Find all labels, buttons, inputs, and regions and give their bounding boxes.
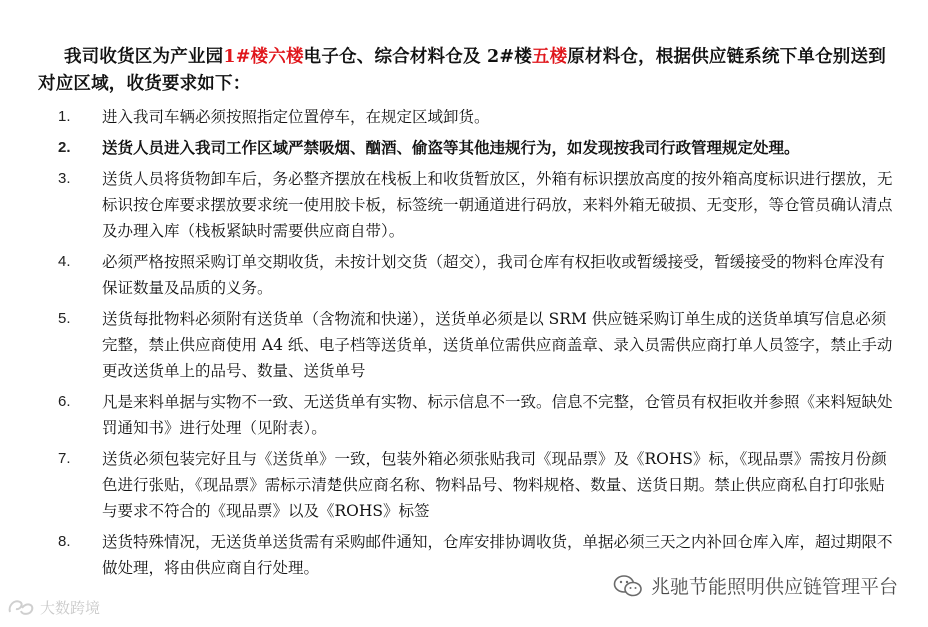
- item-text: 凡是来料单据与实物不一致、无送货单有实物、标示信息不一致。信息不完整，仓管员有权拒收并参照《来料短缺处罚通知书》进行处理（见附表）。: [102, 393, 893, 437]
- requirements-list: [38, 104, 898, 581]
- list-item: [38, 166, 898, 244]
- item-text: 送货每批物料必须附有送货单（含物流和快递），送货单必须是以 SRM 供应链采购订单生成的送货单填写信息必须完整，禁止供应商使用 A4 纸、电子档等送货单，送货单位需供应商盖章、录入员需供应商打单人员签字，禁止手动更改送货单上的品号、数量、送货单号: [102, 310, 893, 380]
- item-number: 2.: [58, 139, 71, 156]
- item-number: 1.: [58, 108, 71, 125]
- item-text: 送货必须包装完好且与《送货单》一致，包装外箱必须张贴我司《现品票》及《ROHS》标，《现品票》需按月份颜色进行张贴，《现品票》需标示清楚供应商名称、物料品号、物料规格、数量、送货日期。禁止供应商私自打印张贴与要求不符合的《现品票》以及《ROHS》标签: [102, 450, 887, 520]
- list-item: [38, 389, 898, 441]
- brand-logo-icon: [6, 596, 36, 618]
- item-number: 4.: [58, 253, 71, 270]
- item-text: 送货特殊情况，无送货单送货需有采购邮件通知，仓库安排协调收货，单据必须三天之内补回仓库入库，超过期限不做处理，将由供应商自行处理。: [102, 533, 893, 577]
- list-item: [38, 446, 898, 524]
- item-number: 3.: [58, 170, 71, 187]
- watermark-label: 大数跨境: [40, 598, 101, 617]
- list-item: [38, 249, 898, 301]
- item-text: 进入我司车辆必须按照指定位置停车，在规定区域卸货。: [102, 108, 490, 126]
- item-number: 8.: [58, 533, 71, 550]
- item-number: 7.: [58, 450, 71, 467]
- intro-text-3: 2#楼: [480, 47, 532, 67]
- list-item: [38, 306, 898, 384]
- document-body: [38, 44, 898, 586]
- watermark: [6, 596, 100, 618]
- item-number: 5.: [58, 310, 71, 327]
- wechat-icon: [613, 574, 643, 598]
- list-item: [38, 135, 898, 161]
- wechat-account-label: [613, 572, 898, 599]
- item-text: 送货人员进入我司工作区域严禁吸烟、酗酒、偷盗等其他违规行为，如发现按我司行政管理规定处理。: [102, 138, 800, 157]
- intro-highlight-floor5: 五楼: [531, 47, 568, 67]
- item-text: 必须严格按照采购订单交期收货，未按计划交货（超交），我司仓库有权拒收或暂缓接受，暂缓接受的物料仓库没有保证数量及品质的义务。: [102, 253, 885, 297]
- wechat-account-name: 兆驰节能照明供应链管理平台: [650, 576, 898, 598]
- intro-text-2: 电子仓、综合材料仓及: [303, 47, 481, 67]
- item-text: 送货人员将货物卸车后，务必整齐摆放在栈板上和收货暂放区，外箱有标识摆放高度的按外箱高度标识进行摆放，无标识按仓库要求摆放要求统一使用胶卡板，标签统一朝通道进行码放，来料外箱无破损、无变形，等仓管员确认清点及办理入库（栈板紧缺时需要供应商自带）。: [102, 170, 893, 240]
- intro-text-4: 原材料仓，根据供应链系统下单仓别送到对应区域，收货要求如下：: [38, 47, 886, 94]
- intro-text-1: 我司收货区为产业园: [64, 47, 224, 67]
- intro-highlight-building1: 1#楼六楼: [223, 47, 304, 67]
- intro-paragraph: [38, 44, 898, 98]
- item-number: 6.: [58, 393, 71, 410]
- list-item: [38, 104, 898, 130]
